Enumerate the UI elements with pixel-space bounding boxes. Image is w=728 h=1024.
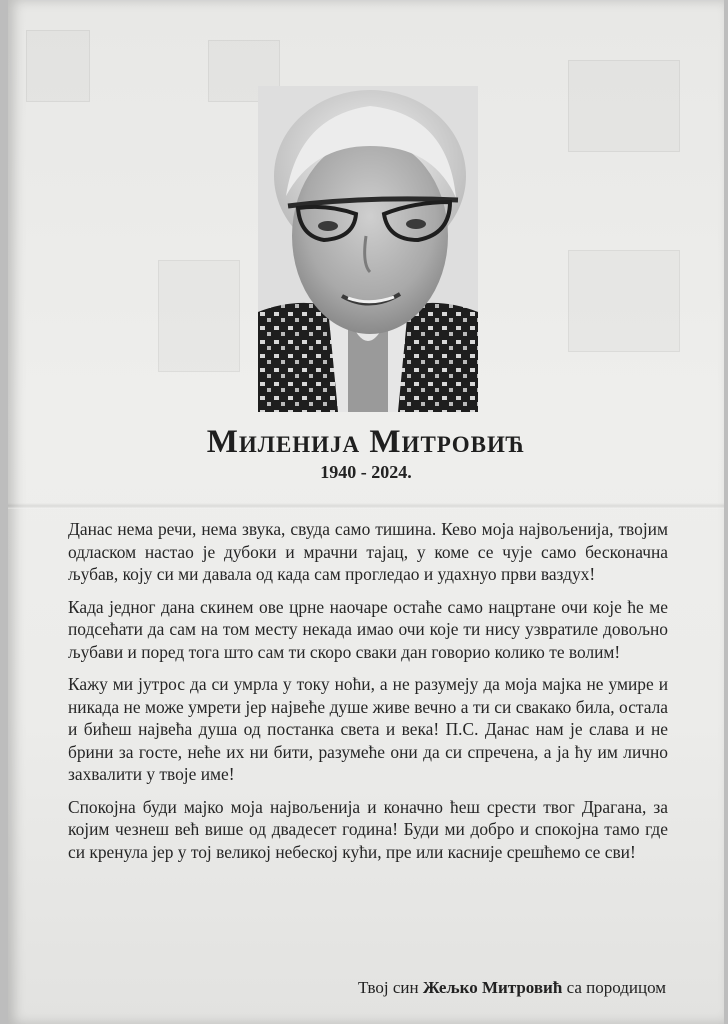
paragraph: Кажу ми јутрос да си умрла у току ноћи, а не разумеју да моја мајка не умире и никада не може умрети јер највеће душе живе вечно а ти си свакако била, остала и бићеш највећа душа од постанка света и века! П.С. Данас нам је слава и не брини за госте, неће их ни бити, разумеће они да си спречена, а ја ћу им лично захвалити у твоје име!	[68, 674, 668, 784]
paragraph: Када једног дана скинем ове црне наочаре остаће само нацртане очи које ће ме подсећати да сам на том месту некада имао очи које ти нису узвратиле довољно љубави и поред тога што сам ти скоро сваки дан говорио колико те волим!	[68, 596, 668, 662]
newspaper-page	[8, 0, 724, 1024]
bleed-through-photo	[158, 260, 240, 372]
paragraph: Данас нема речи, нема звука, свуда само тишина. Кево моја највољенија, твојим одласком настао је дубоки и мрачни тајац, у коме се чује само бесконачна љубав, коју си ми давала од када сам прогледао и удахнуо први ваздух!	[68, 519, 668, 584]
page-fold	[8, 503, 724, 509]
bleed-through-photo	[568, 250, 680, 352]
signature-line	[358, 978, 666, 998]
life-years: 1940 - 2024.	[320, 462, 412, 482]
portrait-photo	[258, 86, 478, 412]
signature-prefix: Твој син	[357, 978, 419, 997]
obituary-text	[68, 518, 668, 873]
deceased-name: Миленија Митровић	[206, 424, 526, 460]
signer-name: Жељко Митровић	[422, 978, 563, 997]
bleed-through-photo	[568, 60, 680, 152]
bleed-through-photo	[26, 30, 90, 102]
paragraph: Спокојна буди мајко моја највољенија и коначно ћеш срести твог Драгана, за којим чезнеш већ више од двадесет година! Буди ми добро и спокојна тамо где си кренула јер у тој великој небеској кући, пре или касније срешћемо се сви!	[68, 796, 668, 862]
signature-suffix: са породицом	[566, 978, 666, 997]
